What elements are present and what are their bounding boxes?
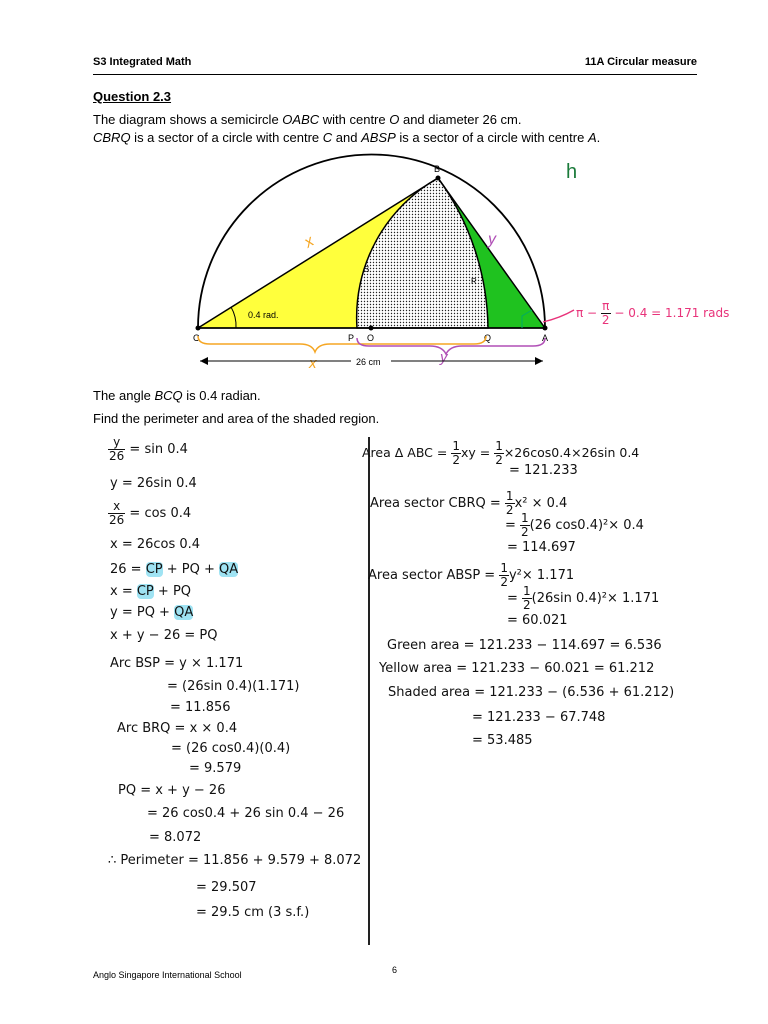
- work-right-3: Area sector CBRQ = $\frac{1}{2}$ x² × 0.4: [370, 489, 568, 517]
- annotation-y-hyp: y: [488, 231, 496, 248]
- annotation-x-brace: x: [309, 355, 317, 372]
- find-instruction: Find the perimeter and area of the shaded region.: [93, 411, 380, 426]
- work-left-14: = 9.579: [189, 761, 242, 776]
- label-o: O: [367, 333, 375, 343]
- work-right-13: = 53.485: [472, 733, 533, 748]
- work-left-8: x + y − 26 = PQ: [110, 628, 218, 643]
- angle-label: 0.4 rad.: [248, 310, 279, 320]
- work-right-12: = 121.233 − 67.748: [472, 710, 606, 725]
- school-name: Anglo Singapore International School: [93, 970, 242, 980]
- work-left-11: = 11.856: [170, 700, 231, 715]
- work-right-8: = 60.021: [507, 613, 568, 628]
- course-title: S3 Integrated Math: [93, 56, 192, 68]
- label-b: B: [434, 164, 441, 174]
- brace-y: [357, 338, 545, 354]
- work-right-9: Green area = 121.233 − 114.697 = 6.536: [387, 638, 662, 653]
- diameter-label: 26 cm: [356, 357, 381, 367]
- work-right-5: = 114.697: [507, 540, 576, 555]
- work-left-7: y = PQ + QA: [110, 605, 194, 620]
- work-left-12: Arc BRQ = x × 0.4: [117, 721, 238, 736]
- label-s: S: [364, 265, 370, 274]
- page-number: 6: [392, 965, 398, 975]
- annotation-y-brace: y: [440, 349, 448, 366]
- work-left-5: 26 = CP + PQ + QA: [110, 562, 239, 577]
- annotation-x-hyp: x: [301, 232, 317, 252]
- label-p: P: [348, 333, 355, 343]
- work-left-10: = (26sin 0.4)(1.171): [167, 679, 300, 694]
- work-right-11: Shaded area = 121.233 − (6.536 + 61.212): [388, 685, 675, 700]
- work-right-2: = 121.233: [509, 463, 578, 478]
- work-left-4: x = 26cos 0.4: [110, 537, 201, 552]
- question-title: Question 2.3: [93, 89, 172, 104]
- work-left-20: = 29.5 cm (3 s.f.): [196, 905, 310, 920]
- annotation-h: h: [566, 161, 578, 183]
- pink-arrow: [543, 310, 574, 322]
- chapter-title: 11A Circular measure: [584, 56, 697, 68]
- work-left-16: = 26 cos0.4 + 26 sin 0.4 − 26: [147, 806, 345, 821]
- angle-statement: The angle BCQ is 0.4 radian.: [93, 388, 261, 403]
- work-right-4: = $\frac{1}{2}$ (26 cos0.4)²× 0.4: [505, 511, 644, 539]
- shaded-region: [357, 178, 488, 328]
- work-right-10: Yellow area = 121.233 − 60.021 = 61.212: [379, 661, 655, 676]
- work-left-6: x = CP + PQ: [110, 584, 192, 599]
- work-right-6: Area sector ABSP = $\frac{1}{2}$ y²× 1.171: [368, 561, 575, 589]
- label-c: C: [193, 333, 200, 343]
- label-q: Q: [484, 333, 492, 343]
- work-left-13: = (26 cos0.4)(0.4): [171, 741, 291, 756]
- work-right-1: Area Δ ABC = $\frac{1}{2}$ xy = $\frac{1}{2}$ ×26cos0.4×26sin 0.4: [362, 439, 640, 467]
- work-left-15: PQ = x + y − 26: [118, 783, 226, 798]
- label-r: R: [471, 277, 477, 286]
- work-left-18: ∴ Perimeter = 11.856 + 9.579 + 8.072: [108, 853, 362, 868]
- work-left-1: $\frac{y}{26}$ = sin 0.4: [109, 435, 188, 463]
- work-right-7: = $\frac{1}{2}$ (26sin 0.4)²× 1.171: [507, 584, 660, 612]
- label-a: A: [542, 333, 549, 343]
- question-line-2: CBRQ is a sector of a circle with centre C and ABSP is a sector of a circle with centre A.: [93, 130, 601, 145]
- question-line-1: The diagram shows a semicircle OABC with centre O and diameter 26 cm.: [93, 112, 522, 127]
- work-left-17: = 8.072: [149, 830, 202, 845]
- work-left-2: y = 26sin 0.4: [110, 476, 197, 491]
- work-left-9: Arc BSP = y × 1.171: [110, 656, 244, 671]
- angle-note: π − $\frac{\pi}{2}$ − 0.4 = 1.171 rads: [576, 299, 730, 327]
- semicircle-diagram: [0, 0, 768, 400]
- work-left-19: = 29.507: [196, 880, 257, 895]
- work-left-3: $\frac{x}{26}$ = cos 0.4: [109, 499, 192, 527]
